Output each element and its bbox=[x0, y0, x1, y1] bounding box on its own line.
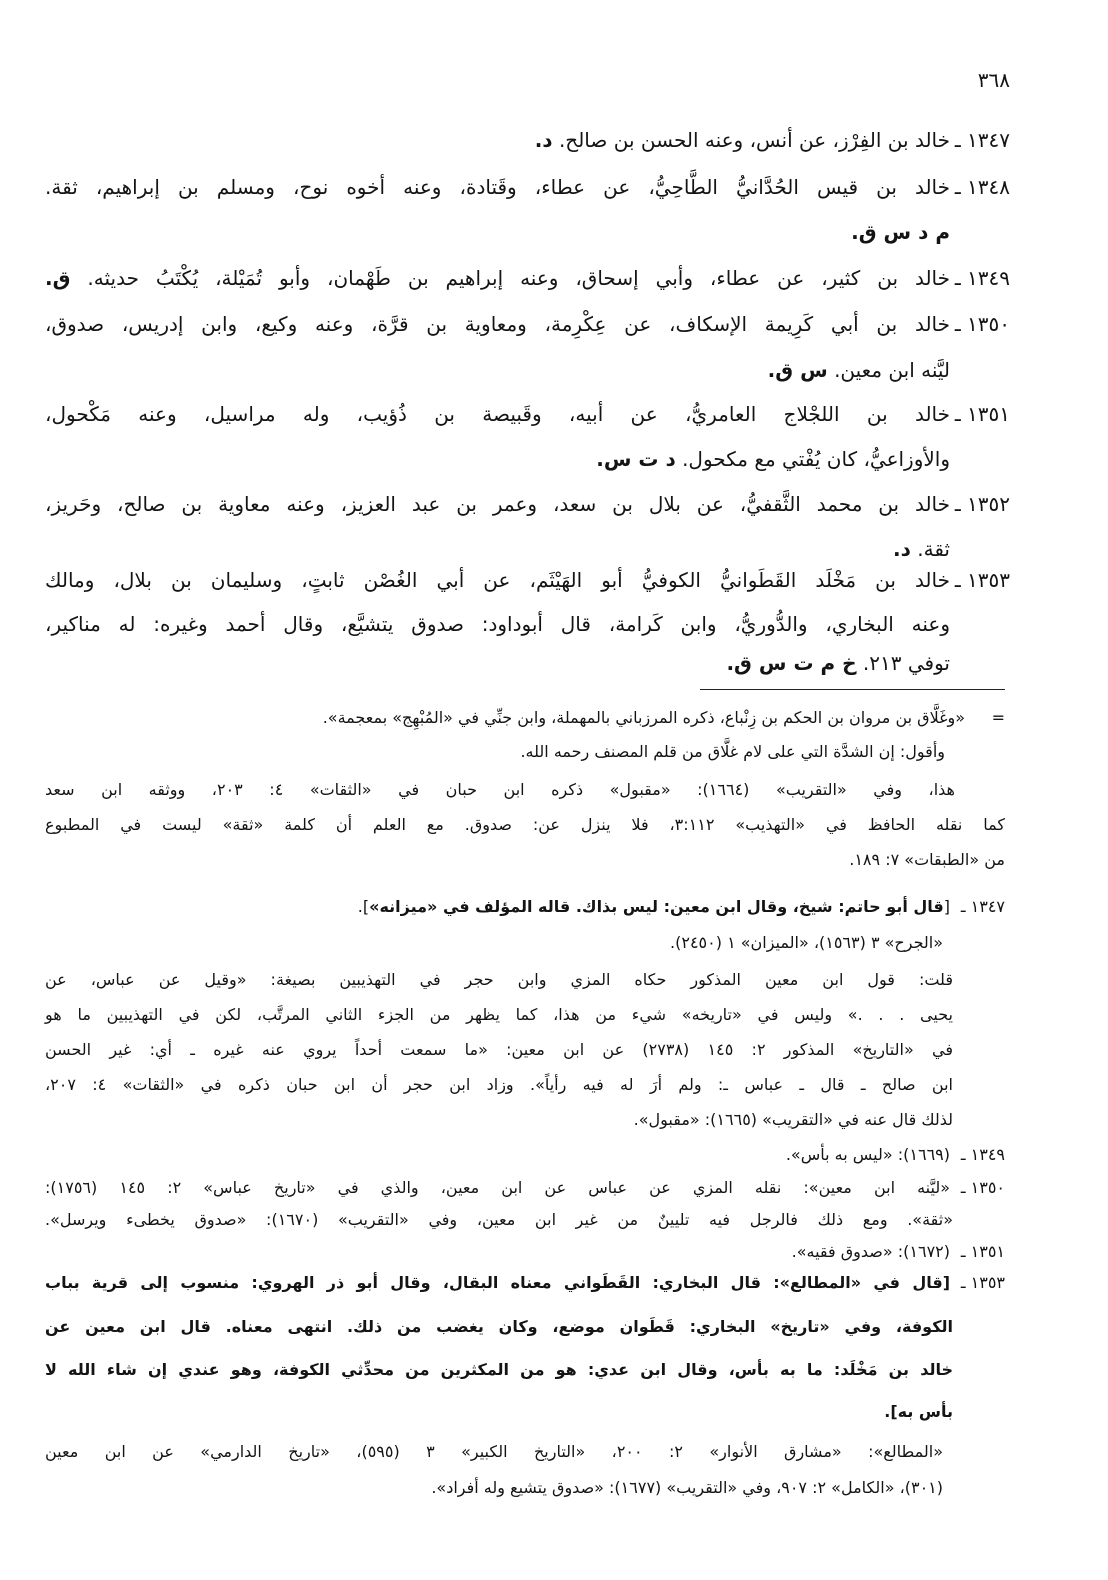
entry-text: والأوزاعيُّ، كان يُفْتي مع مكحول. bbox=[682, 447, 950, 471]
entry-text: ليَّنه ابن معين. bbox=[834, 358, 950, 382]
bracket-open: [ bbox=[943, 897, 950, 916]
entry-text: ثقة. bbox=[917, 537, 950, 561]
bracket-close: ]. bbox=[357, 897, 370, 916]
added-quote: قال أبو حاتم: شيخ، وقال ابن معين: ليس بذاك. قاله المؤلف في «ميزانه» bbox=[369, 897, 944, 916]
footnote-line: قلت: قول ابن معين المذكور حكاه المزي وابن حجر في التهذيبين بصيغة: «وقيل عن عباس، عن bbox=[45, 970, 953, 989]
footnote-line: وأقول: إن الشدَّة التي على لام غلَّاق من قلم المصنف رحمه الله. bbox=[520, 742, 945, 761]
footnote-line bbox=[45, 895, 950, 919]
footnote-line: من «الطبقات» ٧: ١٨٩. bbox=[849, 850, 1005, 869]
entry-number: ١٣٤٨ ـ bbox=[954, 175, 1010, 199]
sigla: س ق. bbox=[767, 358, 828, 382]
footnote-line: ابن صالح ـ قال ـ عباس ـ: ولم أرَ له فيه رأياً». وزاد ابن حجر أن ابن حبان ذكره في «الثقات» ٤: ٢٠٧، bbox=[45, 1075, 953, 1094]
entry-text: خالد بن مَخْلَد القَطَوانيُّ الكوفيُّ أبو الهَيْثَم، عن أبي الغُصْن ثابتٍ، وسليمان بن بلال، ومالك bbox=[45, 568, 950, 592]
footnote-line: «وغَلَّاق بن مروان بن الحكم بن زِنْباع، ذكره المرزباني بالمهملة، وابن جنِّي في «المُبْهِج» بمعجمة». bbox=[322, 708, 965, 727]
entry-line bbox=[45, 565, 950, 595]
entry-line bbox=[45, 263, 950, 293]
entry-text: خالد بن قيس الحُدَّانيُّ الطَّاحِيُّ، عن عطاء، وقَتادة، وعنه أخوه نوح، ومسلم بن إبراهيم، ثقة. bbox=[45, 175, 950, 199]
footnote-line-bold: [قال في «المطالع»: قال البخاري: القَطَواني معناه البقال، وقال أبو ذر الهروي: منسوب إلى قرية بباب bbox=[45, 1273, 950, 1292]
sigla: م د س ق. bbox=[851, 220, 950, 244]
entry-line bbox=[45, 609, 950, 639]
entry-line bbox=[45, 489, 950, 519]
entry-number: ١٣٥٠ ـ bbox=[954, 312, 1010, 336]
footnote-line-bold: بأس به]. bbox=[884, 1402, 953, 1421]
entry-number: ١٣٤٩ ـ bbox=[954, 266, 1010, 290]
sigla: ق. bbox=[45, 266, 71, 290]
footnote-line: «ثقة». ومع ذلك فالرجل فيه تليينٌ من غير ابن معين، وفي «التقريب» (١٦٧٠): «صدوق يخطىء ويرسل». bbox=[45, 1210, 953, 1229]
footnote-line: هذا، وفي «التقريب» (١٦٦٤): «مقبول» ذكره ابن حبان في «الثقات» ٤: ٢٠٣، ووثقه ابن سعد bbox=[45, 780, 955, 799]
entry-line bbox=[45, 309, 950, 339]
footnote-line: (٣٠١)، «الكامل» ٢: ٩٠٧، وفي «التقريب» (١٦٧٧): «صدوق يتشيع وله أفراد». bbox=[431, 1478, 943, 1497]
footnote-number: ١٣٥١ ـ bbox=[960, 1242, 1005, 1261]
entry-text: خالد بن كثير، عن عطاء، وأبي إسحاق، وعنه إبراهيم بن طَهْمان، وأبو تُمَيْلة، يُكْتَبُ حديثه. bbox=[87, 266, 950, 290]
entry-line bbox=[45, 444, 950, 474]
entry-line bbox=[45, 399, 950, 429]
entry-text: توفي ٢١٣. bbox=[862, 651, 950, 675]
entry-text: خالد بن أبي كَرِيمة الإسكاف، عن عِكْرِمة، ومعاوية بن قرَّة، وعنه وكيع، وابن إدريس، صدوق، bbox=[45, 312, 950, 336]
footnote-line: كما نقله الحافظ في «التهذيب» ٣:١١٢، فلا ينزل عن: صدوق. مع العلم أن كلمة «ثقة» ليست في المطبوع bbox=[45, 815, 1005, 834]
entry-line bbox=[45, 217, 950, 247]
footnote-number: ١٣٤٩ ـ bbox=[960, 1145, 1005, 1164]
footnote-line: «الجرح» ٣ (١٥٦٣)، «الميزان» ١ (٢٤٥٠). bbox=[670, 933, 943, 952]
entry-text: وعنه البخاري، والدُّوريُّ، وابن كَرامة، قال أبوداود: صدوق يتشيَّع، وقال أحمد وغيره: له مناكير، bbox=[45, 612, 950, 636]
footnote-line: في «التاريخ» المذكور ٢: ١٤٥ (٢٧٣٨) عن ابن معين: «ما سمعت أحداً يروي عنه غيره ـ أي: غير الحسن bbox=[45, 1040, 953, 1059]
entry-text: خالد بن الفِرْز، عن أنس، وعنه الحسن بن صالح. bbox=[558, 128, 950, 152]
entry-text: خالد بن محمد الثَّقفيُّ، عن بلال بن سعد، وعمر بن عبد العزيز، وعنه معاوية بن صالح، وحَريز، bbox=[45, 492, 950, 516]
footnote-line: «المطالع»: «مشارق الأنوار» ٢: ٢٠٠، «التاريخ الكبير» ٣ (٥٩٥)، «تاريخ الدارمي» عن ابن معين bbox=[45, 1442, 944, 1461]
sigla: د. bbox=[893, 537, 911, 561]
footnote-line: (١٦٦٩): «ليس به بأس». bbox=[785, 1145, 950, 1164]
footnote-number: ١٣٤٧ ـ bbox=[960, 897, 1005, 916]
footnote-number: ١٣٥٠ ـ bbox=[960, 1178, 1005, 1197]
footnote-line: لذلك قال عنه في «التقريب» (١٦٦٥): «مقبول». bbox=[633, 1110, 953, 1129]
sigla: خ م ت س ق. bbox=[726, 651, 857, 675]
footnote-line: «ليَّنه ابن معين»: نقله المزي عن عباس عن ابن معين، والذي في «تاريخ عباس» ٢: ١٤٥ (١٧٥٦): bbox=[45, 1178, 950, 1197]
footnote-line-bold: خالد بن مَخْلَد: ما به بأس، وقال ابن عدي: هو من المكثرين من محدِّثي الكوفة، وهو عندي إن شاء الله لا bbox=[45, 1360, 953, 1379]
entry-number: ١٣٥٣ ـ bbox=[954, 568, 1010, 592]
entry-line bbox=[45, 125, 950, 155]
entry-line bbox=[45, 355, 950, 385]
footnote-line: يحيى . . .» وليس في «تاريخه» شيء من هذا، كما يظهر من الجزء الثاني المرتَّب، لكن في التهذيبين ما هو bbox=[45, 1005, 953, 1024]
sigla: د ت س. bbox=[596, 447, 676, 471]
entry-number: ١٣٥١ ـ bbox=[954, 402, 1010, 426]
sigla: د. bbox=[534, 128, 553, 152]
entry-line bbox=[45, 648, 950, 678]
entry-number: ١٣٤٧ ـ bbox=[954, 128, 1010, 152]
entry-line bbox=[45, 172, 950, 202]
continuation-marker: = bbox=[991, 708, 1005, 727]
entry-number: ١٣٥٢ ـ bbox=[954, 492, 1010, 516]
footnote-line-bold: الكوفة، وفي «تاريخ» البخاري: قَطَوان موضع، وكان يغضب من ذلك. انتهى معناه. قال ابن معين عن bbox=[45, 1317, 953, 1336]
page-number: ٣٦٨ bbox=[977, 68, 1010, 92]
entry-text: خالد بن اللجْلاج العامريُّ، عن أبيه، وقَبيصة بن ذُؤيب، وله مراسيل، وعنه مَكْحول، bbox=[45, 402, 950, 426]
footnote-number: ١٣٥٣ ـ bbox=[960, 1273, 1005, 1292]
footnote-separator bbox=[700, 689, 1005, 690]
entry-line bbox=[45, 534, 950, 564]
footnote-line: (١٦٧٢): «صدوق فقيه». bbox=[791, 1242, 950, 1261]
